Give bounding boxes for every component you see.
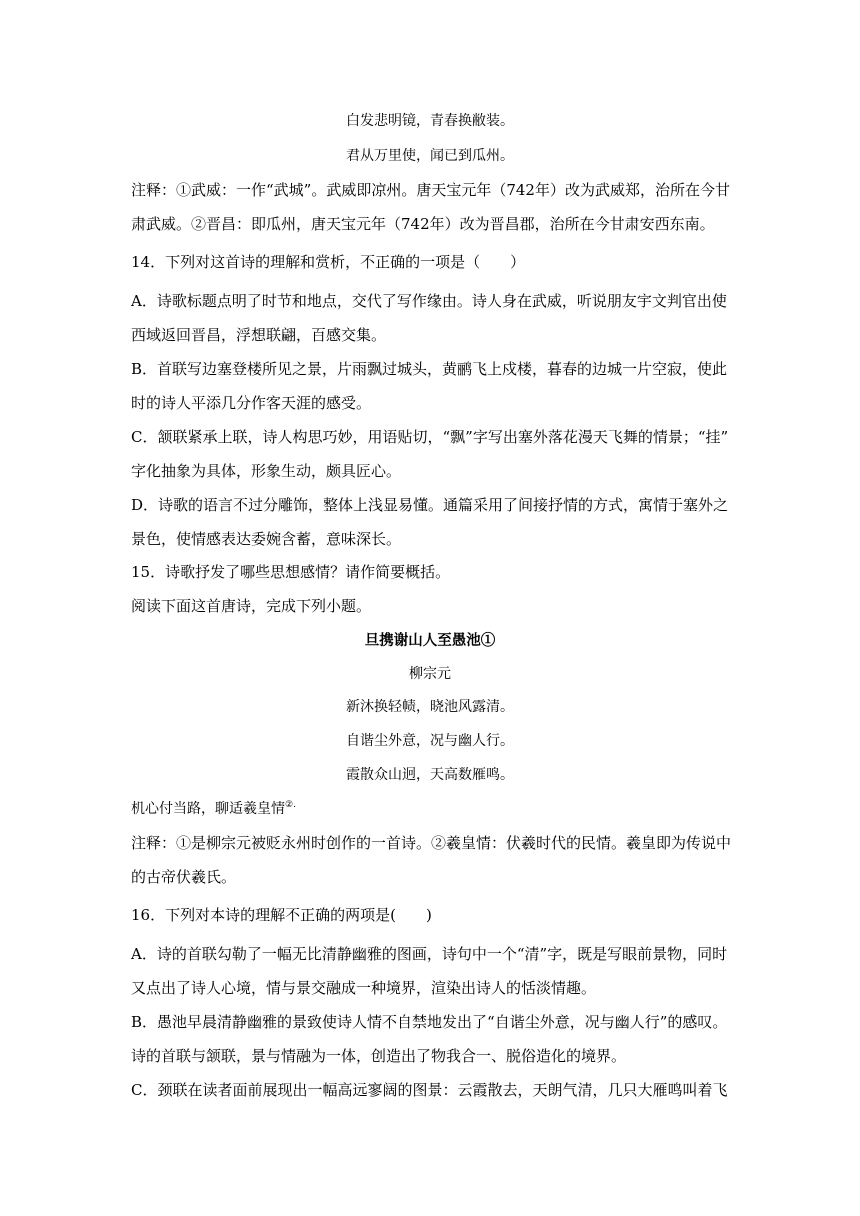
q14-option-d-line-1: D．诗歌的语言不过分雕饰，整体上浅显易懂。通篇采用了间接抒情的方式，寓情于塞外之 [131, 496, 729, 514]
poem2-line-1: 新沐换轻帻，晓池风露清。 [346, 699, 514, 715]
poem2-author: 柳宗元 [409, 666, 451, 682]
note2-line-2: 的古帝伏羲氏。 [131, 868, 237, 886]
q14-option-d-line-2: 景色，使情感表达委婉含蓄，意味深长。 [131, 530, 402, 548]
poem2-line-4-text: 机心付当路，聊适羲皇情 [131, 801, 285, 817]
q16-option-a-line-1: A．诗的首联勾勒了一幅无比清静幽雅的图画，诗句中一个“清”字，既是写眼前景物，同时 [131, 945, 728, 963]
q16-option-a-line-2: 又点出了诗人心境，情与景交融成一种境界，渲染出诗人的恬淡情趣。 [131, 979, 597, 997]
q14-option-b-line-1: B．首联写边塞登楼所见之景，片雨飘过城头，黄鹂飞上戍楼，暮春的边城一片空寂，使此 [131, 360, 728, 378]
q14-option-c-line-1: C．颔联紧承上联，诗人构思巧妙，用语贴切，“飘”字写出塞外落花漫天飞舞的情景；“挂” [131, 428, 729, 446]
q14-option-b-line-2: 时的诗人平添几分作客天涯的感受。 [131, 394, 372, 412]
poem2-line-4 [131, 799, 729, 819]
footnote-marker: ②. [285, 800, 296, 810]
q16-option-b-line-2: 诗的首联与颔联，景与情融为一体，创造出了物我合一、脱俗造化的境界。 [131, 1047, 627, 1065]
q16-option-b-line-1: B．愚池早晨清静幽雅的景致使诗人情不自禁地发出了“自谐尘外意，况与幽人行”的感叹。 [131, 1013, 728, 1031]
poem2-line-2: 自谐尘外意，况与幽人行。 [346, 733, 514, 749]
reading-instruction: 阅读下面这首唐诗，完成下列小题。 [131, 597, 372, 615]
poem1-line-3: 白发悲明镜，青春换敝装。 [346, 113, 514, 129]
note1-line-1: 注释：①武威：一作“武城”。武威即凉州。唐天宝元年（742年）改为武威郑，治所在今甘 [131, 181, 730, 199]
poem2-title: 旦携谢山人至愚池① [364, 632, 496, 649]
poem2-line-3: 霞散众山迥，天高数雁鸣。 [346, 767, 514, 783]
q14-option-a-line-2: 西域返回晋昌，浮想联翩，百感交集。 [131, 326, 387, 344]
poem1-line-4: 君从万里使，闻已到瓜州。 [346, 148, 514, 164]
q14-option-a-line-1: A．诗歌标题点明了时节和地点，交代了写作缘由。诗人身在武威，听说朋友宇文判官出使 [131, 292, 727, 310]
question-14-stem: 14．下列对这首诗的理解和赏析，不正确的一项是（ ） [131, 253, 526, 271]
q16-option-c-line-1: C．颈联在读者面前展现出一幅高远寥阔的图景：云霞散去，天朗气清，几只大雁鸣叫着飞 [131, 1081, 728, 1099]
note2-line-1: 注释：①是柳宗元被贬永州时创作的一首诗。②羲皇情：伏羲时代的民情。羲皇即为传说中 [131, 834, 732, 852]
question-15: 15．诗歌抒发了哪些思想感情？请作简要概括。 [131, 563, 451, 581]
q14-option-c-line-2: 字化抽象为具体，形象生动，颇具匠心。 [131, 462, 402, 480]
note1-line-2: 肃武威。②晋昌：即瓜州，唐天宝元年（742年）改为晋昌郡，治所在今甘肃安西东南。 [131, 215, 715, 233]
question-16-stem: 16．下列对本诗的理解不正确的两项是( ) [131, 906, 432, 924]
